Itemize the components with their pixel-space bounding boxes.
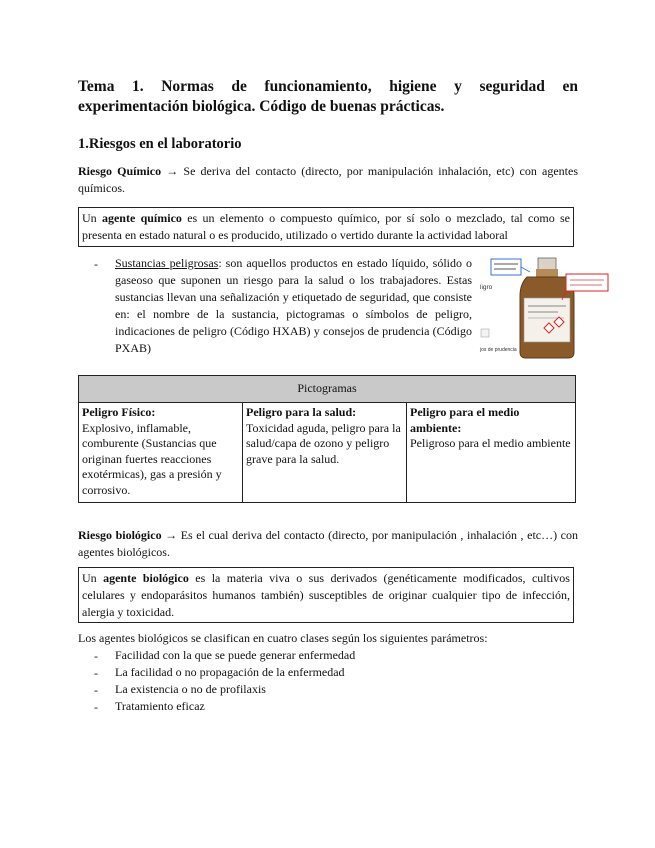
peligro-ambiente-body: Peligroso para el medio ambiente bbox=[410, 436, 571, 450]
peligro-fisico-body: Explosivo, inflamable, comburente (Sustancias que originan fuertes reacciones exotérmicas), gas a presión y corrosivo. bbox=[82, 420, 222, 497]
clasificacion-item: Tratamiento eficaz bbox=[115, 699, 205, 713]
arrow-icon: → bbox=[165, 528, 178, 542]
bullet-dash: - bbox=[94, 257, 98, 271]
definition-prefix: Un bbox=[82, 571, 104, 585]
bullet-dash: - bbox=[94, 700, 98, 714]
peligro-fisico-title: Peligro Físico: bbox=[82, 405, 156, 419]
riesgo-biologico-text: Es el cual deriva del contacto (directo, por manipulación , inhalación , etc…) con agentes biológicos. bbox=[78, 528, 579, 559]
bottle-bottom-label: jos de prudencia bbox=[480, 347, 517, 353]
document-title: Tema 1. Normas de funcionamiento, higiene y seguridad en experimentación biológica. Código de buenas prácticas. bbox=[78, 78, 578, 115]
sustancias-peligrosas-item bbox=[115, 255, 472, 357]
bottle-left-label: ligro bbox=[480, 284, 493, 291]
riesgo-quimico-text: Se deriva del contacto (directo, por manipulación inhalación, etc) con agentes químicos. bbox=[78, 164, 578, 195]
agente-biologico-term: agente biológico bbox=[103, 571, 189, 585]
clasificacion-item: La existencia o no de profilaxis bbox=[115, 682, 266, 696]
agente-quimico-definition: es un elemento o compuesto químico, por sí solo o mezclado, tal como se presenta en estado natural o es producido, utilizado o vertido durante la actividad laboral bbox=[82, 211, 571, 242]
peligro-fisico-cell bbox=[79, 403, 243, 503]
sustancias-peligrosas-term: Sustancias peligrosas bbox=[115, 256, 219, 270]
peligro-ambiente-title: Peligro para el medio ambiente: bbox=[410, 405, 520, 435]
bullet-dash: - bbox=[94, 666, 98, 680]
peligro-salud-cell bbox=[243, 403, 407, 503]
peligro-salud-body: Toxicidad aguda, peligro para la salud/capa de ozono y peligro grave para la salud. bbox=[246, 420, 401, 466]
definition-prefix: Un bbox=[82, 211, 102, 225]
sustancias-peligrosas-text: : son aquellos productos en estado líquido, sólido o gaseoso que suponen un riesgo para la salud o los trabajadores. Estas sustancias llevan una señalización y etiquetado de seguridad, que consiste en: el nombre de la sustancia, pictogramas o símbolos de peligro, indicaciones de peligro (Código HXAB) y consejos de prudencia (Código PXAB) bbox=[115, 256, 472, 355]
agente-quimico-term: agente químico bbox=[101, 211, 182, 225]
pictogramas-header: Pictogramas bbox=[79, 376, 576, 403]
section-heading: 1.Riesgos en el laboratorio bbox=[78, 136, 242, 152]
riesgo-quimico-label: Riesgo Químico bbox=[78, 164, 162, 178]
riesgo-biologico-paragraph bbox=[78, 527, 578, 561]
agente-quimico-definition-box bbox=[78, 207, 574, 247]
bullet-dash: - bbox=[94, 649, 98, 663]
pictogramas-table bbox=[78, 375, 576, 503]
peligro-ambiente-cell bbox=[407, 403, 576, 503]
agente-biologico-definition-box bbox=[78, 567, 574, 623]
chemical-bottle-image bbox=[478, 256, 610, 360]
bullet-dash: - bbox=[94, 683, 98, 697]
clasificacion-intro: Los agentes biológicos se clasifican en cuatro clases según los siguientes parámetros: bbox=[78, 631, 488, 645]
peligro-salud-title: Peligro para la salud: bbox=[246, 405, 357, 419]
arrow-icon: → bbox=[166, 164, 179, 178]
riesgo-quimico-paragraph bbox=[78, 163, 578, 197]
clasificacion-item: La facilidad o no propagación de la enfermedad bbox=[115, 665, 345, 679]
riesgo-biologico-label: Riesgo biológico bbox=[78, 528, 162, 542]
agente-biologico-definition: es la materia viva o sus derivados (genéticamente modificados, cultivos celulares y endoparásitos humanos también) susceptibles de originar cualquier tipo de infección, alergia y toxicidad. bbox=[82, 571, 570, 619]
clasificacion-item: Facilidad con la que se puede generar enfermedad bbox=[115, 648, 356, 662]
